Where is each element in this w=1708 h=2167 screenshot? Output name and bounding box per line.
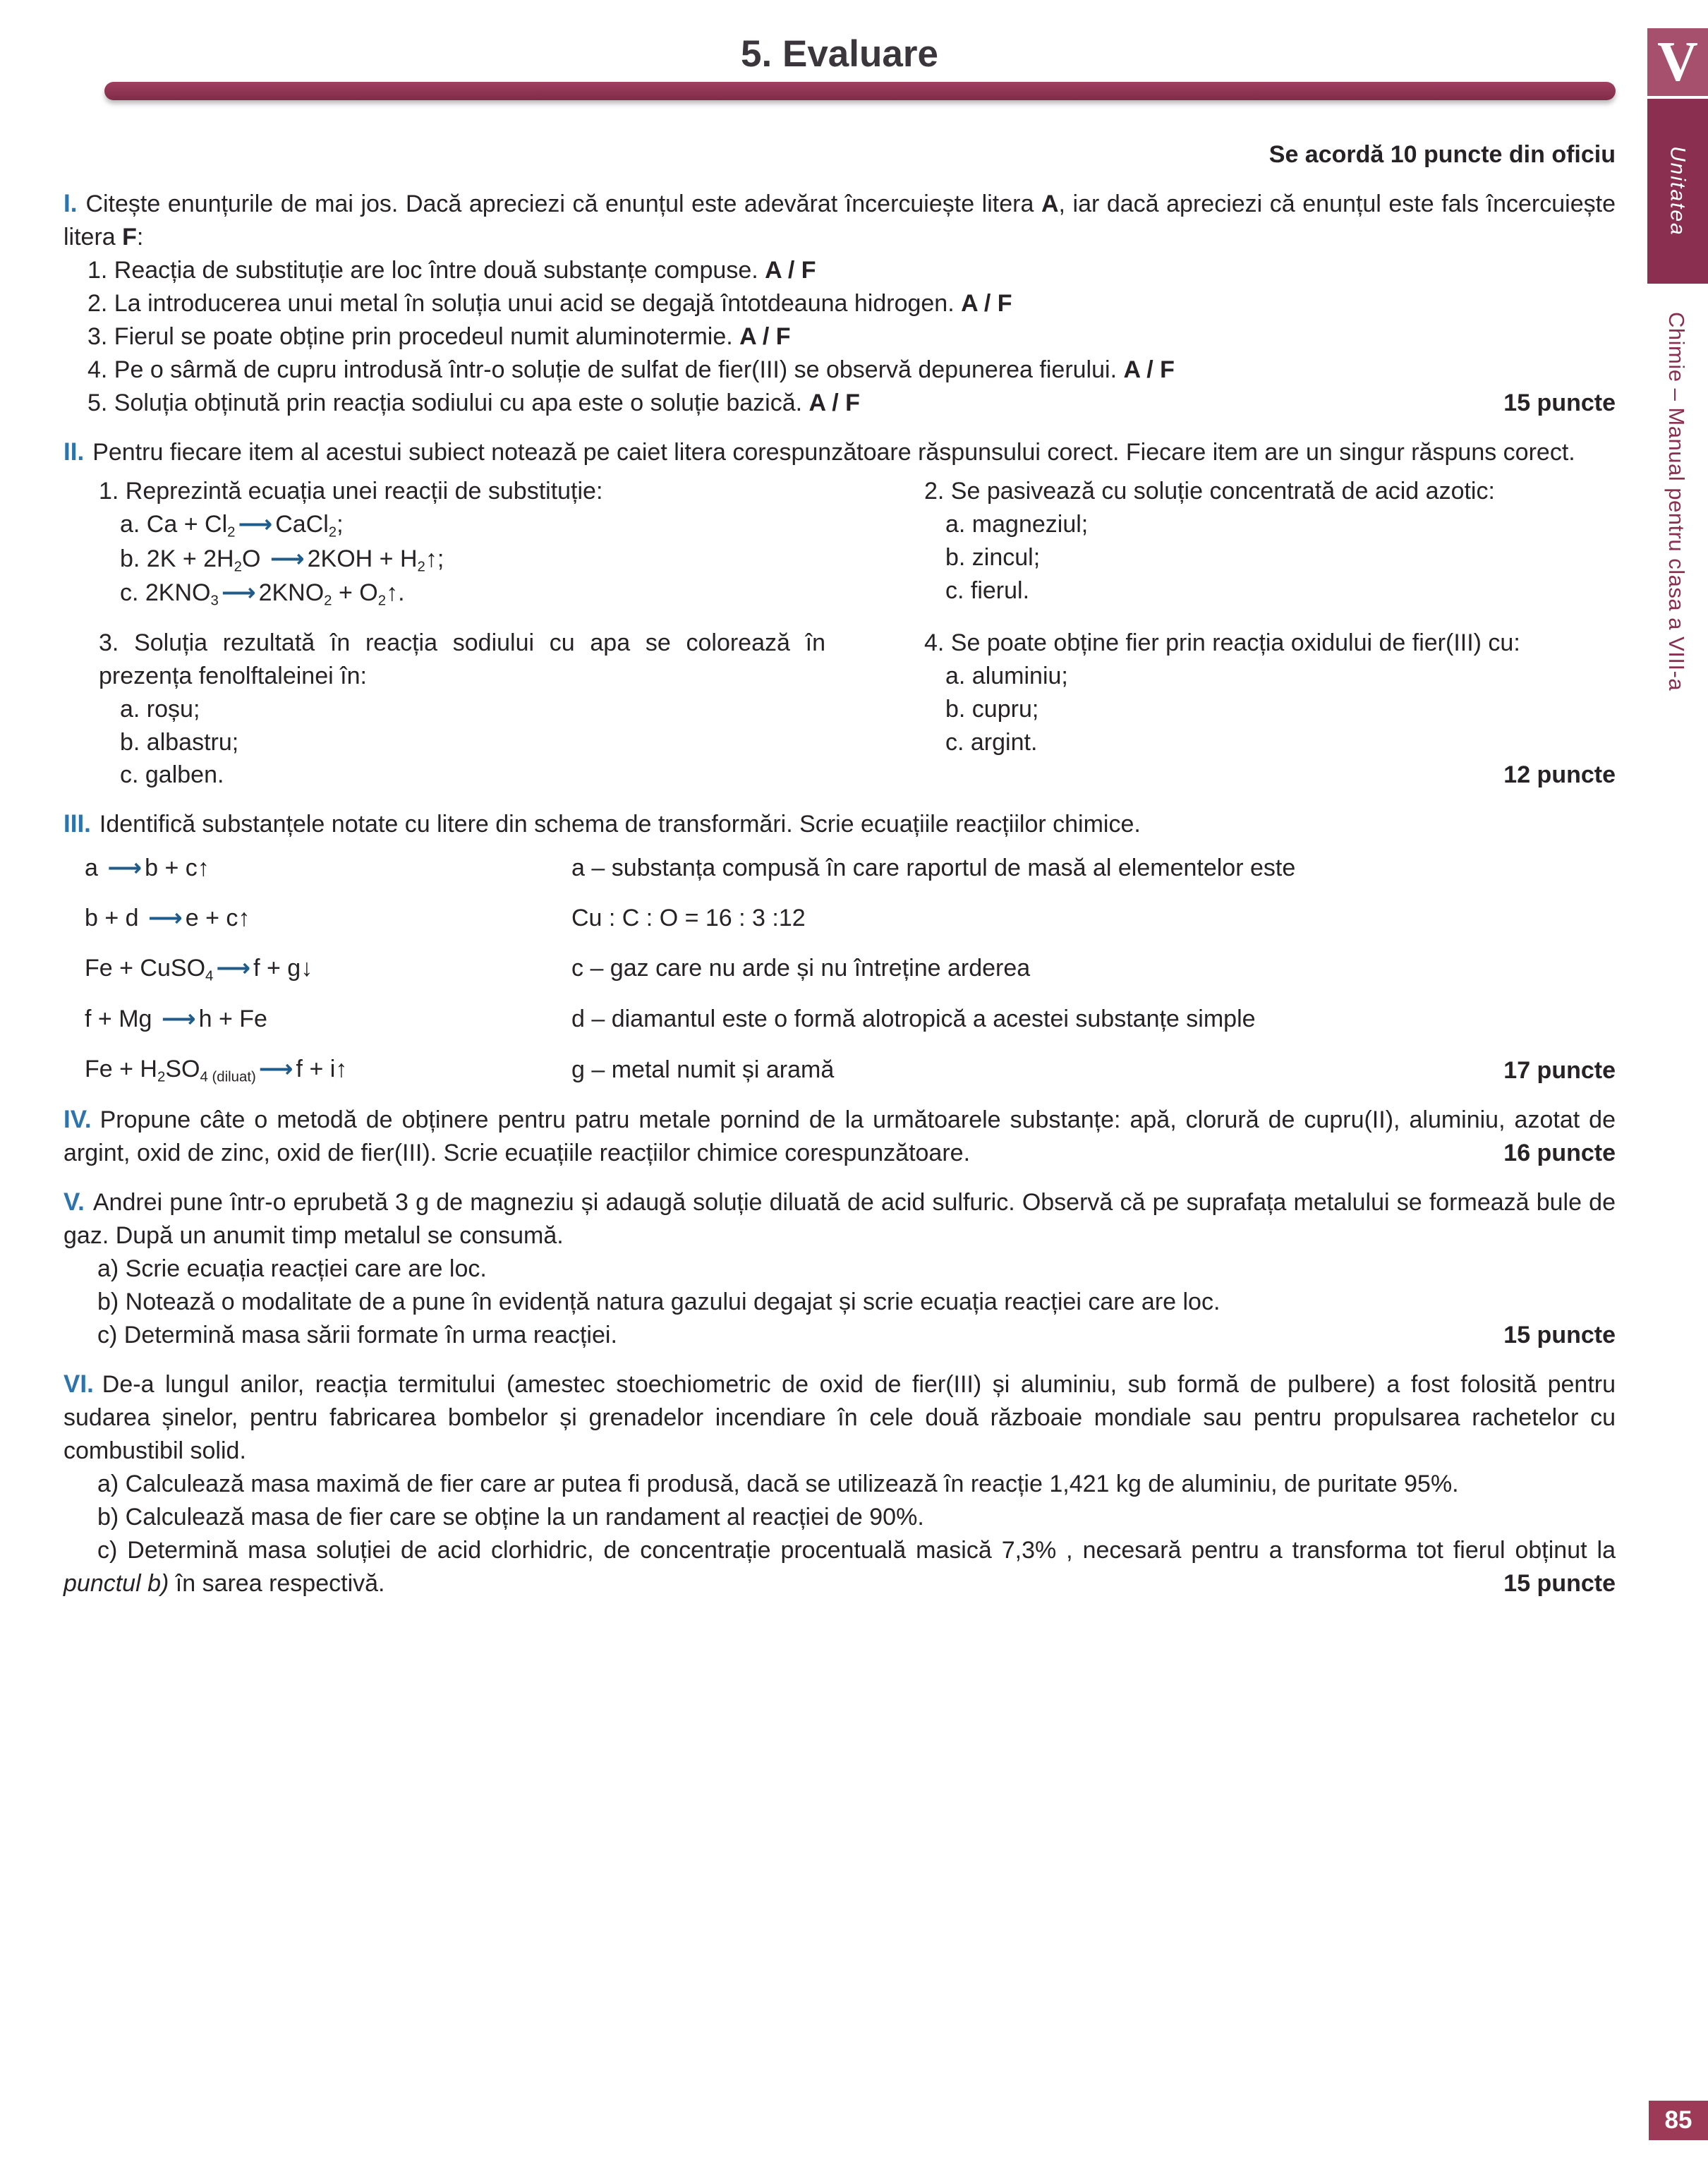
page-title: 5. Evaluare <box>741 33 938 75</box>
section-ii-intro-text: Pentru fiecare item al acestui subiect notează pe caiet litera corespunzătoare răspunsului corect. Fiecare item are un singur răspuns corect. <box>92 438 1575 466</box>
section-v-numeral: V. <box>63 1188 85 1216</box>
substance-note-d: d – diamantul este o formă alotropică a acestei substanțe simple <box>571 1006 1256 1033</box>
section-iv-text <box>63 1103 1616 1170</box>
section-ii-intro <box>63 435 1616 469</box>
section-vi-item-a: a) Calculează masa maximă de fier care ar putea fi produsă, dacă se utilizează în reacție 1,421 kg de aluminiu, de puritate 95%. <box>97 1470 1459 1497</box>
equation-1: a ⟶ b + c↑ <box>85 854 210 881</box>
section-v-intro-text: Andrei pune într-o eprubetă 3 g de magneziu și adaugă soluție diluată de acid sulfuric. Observă că pe suprafața metalului se formează bule de gaz. După un anumit timp metalul se consumă. <box>63 1188 1616 1250</box>
points-badge: 16 puncte <box>1503 1140 1616 1167</box>
section-v-item-c <box>63 1319 1616 1352</box>
points-badge: 15 puncte <box>1503 1321 1616 1348</box>
statement-text: 4. Pe o sârmă de cupru introdusă într-o soluție de sulfat de fier(III) se observă depunerea fierului. A / F <box>87 356 1175 383</box>
section-ii <box>63 435 1616 792</box>
page-content <box>63 138 1616 1600</box>
section-v-item-c-text: c) Determină masa sării formate în urma reacției. <box>97 1321 617 1348</box>
points-badge: 17 puncte <box>1503 1056 1616 1084</box>
question-3-heading: 3. Soluția rezultată în reacția sodiului cu apa se colorează în prezența fenolftaleinei în: <box>99 629 825 689</box>
question-3-option-b: b. albastru; <box>120 728 239 756</box>
section-vi-item-c <box>63 1534 1616 1600</box>
section-i-intro-text: Citește enunțurile de mai jos. Dacă apreciezi că enunțul este adevărat încercuiește litera A, iar dacă apreciezi că enunțul este fals încercuiește litera F: <box>63 190 1616 251</box>
points-badge: 15 puncte <box>1503 389 1616 416</box>
question-4 <box>889 627 1616 792</box>
unit-letter-badge <box>1647 28 1708 96</box>
substance-note-ratio: Cu : C : O = 16 : 3 :12 <box>571 904 806 931</box>
page-number-badge: 85 <box>1649 2101 1708 2140</box>
section-iii-numeral: III. <box>63 810 91 838</box>
section-iv-body: Propune câte o metodă de obținere pentru patru metale pornind de la următoarele substanțe: apă, clorură de cupru(II), aluminiu, azotat de argint, oxid de zinc, oxid de fier(III). Scrie ecuațiile reacțiilor chimice corespunzătoare. <box>63 1106 1616 1167</box>
unit-label: Unitatea <box>1666 146 1690 236</box>
book-title-vertical: Chimie – Manual pentru clasa a VIII-a <box>1664 312 1689 692</box>
section-ii-numeral: II. <box>63 437 85 466</box>
section-iv-numeral: IV. <box>63 1105 92 1133</box>
question-2-option-a: a. magneziul; <box>945 510 1089 538</box>
statement-text: 5. Soluția obținută prin reacția sodiului cu apa este o soluție bazică. A / F <box>87 389 860 416</box>
section-vi <box>63 1368 1616 1600</box>
section-v-intro <box>63 1185 1616 1252</box>
substance-note-a: a – substanța compusă în care raportul de masă al elementelor este <box>571 854 1296 881</box>
points-badge: 15 puncte <box>1503 1569 1616 1597</box>
points-badge: 12 puncte <box>1503 761 1616 789</box>
section-i-intro <box>63 187 1616 254</box>
section-iii-intro-text: Identifică substanțele notate cu litere din schema de transformări. Scrie ecuațiile reacțiilor chimice. <box>99 811 1141 838</box>
statement-text: 1. Reacția de substituție are loc între două substanțe compuse. A / F <box>87 257 816 284</box>
statement-text: 3. Fierul se poate obține prin procedeul numit aluminotermie. A / F <box>87 322 791 350</box>
question-4-option-a: a. aluminiu; <box>945 662 1068 689</box>
section-i <box>63 187 1616 420</box>
substance-note-c: c – gaz care nu arde și nu întreține arderea <box>571 955 1031 982</box>
equation-2: b + d ⟶ e + c↑ <box>85 904 250 931</box>
question-2-option-b: b. zincul; <box>945 543 1041 571</box>
section-iv <box>63 1103 1616 1170</box>
section-vi-intro-text: De-a lungul anilor, reacția termitului (amestec stoechiometric de oxid de fier(III) și aluminiu, sub formă de pulbere) a fost folosită pentru sudarea șinelor, pentru fabricarea bombelor și grenadelor incendiare în cele două războaie mondiale sau pentru propulsarea rachetelor cu combustibil solid. <box>63 1370 1616 1465</box>
question-1 <box>63 475 825 611</box>
unit-letter: V <box>1657 31 1698 93</box>
question-1-option-c: c. $2KNO_3$ ⟶ $2KNO_2$ + $O_2↑$. <box>120 579 405 609</box>
section-vi-intro <box>63 1368 1616 1468</box>
equation-4: f + Mg ⟶ h + Fe <box>85 1006 267 1033</box>
statement-item-4 <box>63 354 1616 387</box>
statement-item-5 <box>63 387 1616 420</box>
question-4-heading: 4. Se poate obține fier prin reacția oxidului de fier(III) cu: <box>924 629 1520 656</box>
section-iii <box>63 807 1616 1087</box>
default-points-note: Se acordă 10 puncte din oficiu <box>1268 141 1616 168</box>
question-3-option-c: c. galben. <box>120 761 224 789</box>
section-vi-item-b: b) Calculează masa de fier care se obține la un randament al reacției de 90%. <box>97 1503 924 1531</box>
statement-text: 2. La introducerea unui metal în soluția unui acid se degajă întotdeauna hidrogen. A / F <box>87 290 1012 318</box>
equation-5: $Fe + H_2SO_{4 (diluat)}$ ⟶ f + i↑ <box>85 1056 348 1085</box>
statement-item-2 <box>63 287 1616 320</box>
section-v-item-b: b) Notează o modalitate de a pune în evidență natura gazului degajat și scrie ecuația reacției care are loc. <box>97 1288 1221 1316</box>
unit-label-badge <box>1647 99 1708 284</box>
section-vi-item-c-text: c) Determină masa soluției de acid clorhidric, de concentrație procentuală masică 7,3% , necesară pentru a transforma tot fierul obținut la punctul b) în sarea respectivă. <box>63 1536 1616 1597</box>
statement-item-3 <box>63 320 1616 354</box>
statement-item-1 <box>63 254 1616 287</box>
question-3-option-a: a. roșu; <box>120 695 200 723</box>
question-2-option-c: c. fierul. <box>945 577 1030 604</box>
question-2 <box>889 475 1616 611</box>
question-1-option-a: a. $Ca + Cl_2$ ⟶ CaCl$_2$; <box>120 510 344 541</box>
question-2-heading: 2. Se pasivează cu soluție concentrată de acid azotic: <box>924 477 1495 505</box>
question-1-heading: 1. Reprezintă ecuația unei reacții de substituție: <box>99 477 603 505</box>
section-v <box>63 1185 1616 1352</box>
page-header <box>63 34 1616 100</box>
section-v-item-a: a) Scrie ecuația reacției care are loc. <box>97 1255 487 1283</box>
substance-note-g: g – metal numit și aramă <box>571 1056 835 1083</box>
equation-3: Fe + CuSO$_4$ ⟶ f + g↓ <box>85 954 313 984</box>
question-grid <box>63 475 1616 792</box>
question-3 <box>63 627 825 792</box>
question-4-option-c: c. argint. <box>945 728 1038 756</box>
section-iii-intro <box>63 807 1616 841</box>
title-underline-bar <box>104 82 1616 100</box>
question-4-option-b: b. cupru; <box>945 695 1039 723</box>
transformation-scheme <box>63 852 1616 1087</box>
section-vi-numeral: VI. <box>63 1370 94 1398</box>
section-i-numeral: I. <box>63 189 78 217</box>
question-1-option-b: b. $2K + 2H_2O$ ⟶ $2KOH + H_2↑$; <box>120 545 444 575</box>
